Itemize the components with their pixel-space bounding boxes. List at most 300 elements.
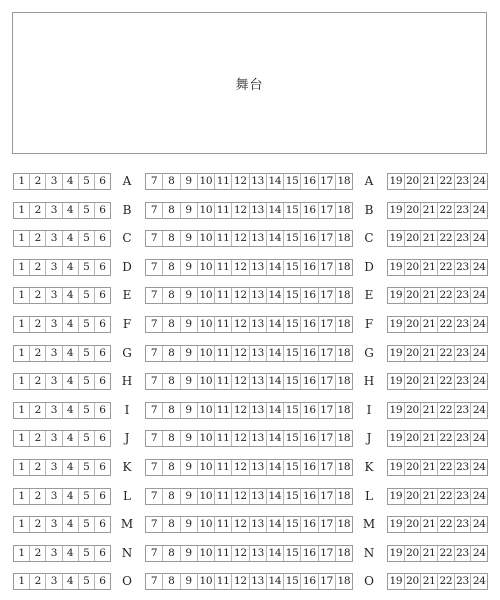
seat[interactable]: 15 xyxy=(284,431,301,446)
seat[interactable]: 24 xyxy=(472,490,486,502)
seat[interactable]: 5 xyxy=(79,489,95,504)
seat[interactable]: 9 xyxy=(181,574,198,589)
seat[interactable]: 3 xyxy=(46,317,62,332)
seat[interactable]: 17 xyxy=(319,203,336,218)
seat[interactable]: 22 xyxy=(438,346,455,361)
seat[interactable]: 8 xyxy=(163,317,180,332)
seat[interactable]: 10 xyxy=(198,574,215,589)
seat[interactable]: 20 xyxy=(405,517,422,532)
seat[interactable]: 8 xyxy=(163,231,180,246)
seat[interactable]: 24 xyxy=(472,261,486,273)
seat[interactable]: 4 xyxy=(63,403,79,418)
seat[interactable]: 6 xyxy=(99,347,106,359)
seat[interactable]: 3 xyxy=(46,203,62,218)
seat[interactable]: 20 xyxy=(405,546,422,561)
seat[interactable]: 1 xyxy=(14,574,30,589)
seat[interactable]: 5 xyxy=(79,346,95,361)
seat[interactable]: 11 xyxy=(215,174,232,189)
seat[interactable]: 14 xyxy=(267,546,284,561)
seat[interactable]: 4 xyxy=(63,231,79,246)
seat[interactable]: 12 xyxy=(232,174,249,189)
seat[interactable]: 20 xyxy=(405,374,422,389)
seat[interactable]: 10 xyxy=(198,231,215,246)
seat[interactable]: 23 xyxy=(455,517,472,532)
seat[interactable]: 17 xyxy=(319,546,336,561)
seat[interactable]: 8 xyxy=(163,374,180,389)
seat[interactable]: 22 xyxy=(438,260,455,275)
seat[interactable]: 13 xyxy=(250,346,267,361)
seat[interactable]: 13 xyxy=(250,546,267,561)
seat[interactable]: 21 xyxy=(421,431,438,446)
seat[interactable]: 11 xyxy=(215,288,232,303)
seat[interactable]: 1 xyxy=(14,374,30,389)
seat[interactable]: 19 xyxy=(388,260,405,275)
seat[interactable]: 16 xyxy=(301,174,318,189)
seat[interactable]: 13 xyxy=(250,203,267,218)
seat[interactable]: 23 xyxy=(455,460,472,475)
seat[interactable]: 18 xyxy=(337,547,351,559)
seat[interactable]: 8 xyxy=(163,174,180,189)
seat[interactable]: 21 xyxy=(421,489,438,504)
seat[interactable]: 18 xyxy=(337,289,351,301)
seat[interactable]: 16 xyxy=(301,203,318,218)
seat[interactable]: 9 xyxy=(181,489,198,504)
seat[interactable]: 2 xyxy=(30,317,46,332)
seat[interactable]: 18 xyxy=(337,404,351,416)
seat[interactable]: 3 xyxy=(46,431,62,446)
seat[interactable]: 1 xyxy=(14,546,30,561)
seat[interactable]: 20 xyxy=(405,317,422,332)
seat[interactable]: 5 xyxy=(79,288,95,303)
seat[interactable]: 4 xyxy=(63,517,79,532)
seat[interactable]: 1 xyxy=(14,431,30,446)
seat[interactable]: 12 xyxy=(232,231,249,246)
seat[interactable]: 22 xyxy=(438,546,455,561)
seat[interactable]: 8 xyxy=(163,203,180,218)
seat[interactable]: 11 xyxy=(215,403,232,418)
seat[interactable]: 22 xyxy=(438,374,455,389)
seat[interactable]: 14 xyxy=(267,374,284,389)
seat[interactable]: 6 xyxy=(99,404,106,416)
seat[interactable]: 23 xyxy=(455,203,472,218)
seat[interactable]: 14 xyxy=(267,489,284,504)
seat[interactable]: 14 xyxy=(267,288,284,303)
seat[interactable]: 10 xyxy=(198,431,215,446)
seat[interactable]: 9 xyxy=(181,174,198,189)
seat[interactable]: 7 xyxy=(146,231,163,246)
seat[interactable]: 1 xyxy=(14,489,30,504)
seat[interactable]: 22 xyxy=(438,403,455,418)
seat[interactable]: 7 xyxy=(146,431,163,446)
seat[interactable]: 10 xyxy=(198,317,215,332)
seat[interactable]: 12 xyxy=(232,260,249,275)
seat[interactable]: 11 xyxy=(215,346,232,361)
seat[interactable]: 18 xyxy=(337,432,351,444)
seat[interactable]: 1 xyxy=(14,403,30,418)
seat[interactable]: 2 xyxy=(30,288,46,303)
seat[interactable]: 19 xyxy=(388,517,405,532)
seat[interactable]: 21 xyxy=(421,403,438,418)
seat[interactable]: 21 xyxy=(421,231,438,246)
seat[interactable]: 12 xyxy=(232,574,249,589)
seat[interactable]: 12 xyxy=(232,431,249,446)
seat[interactable]: 2 xyxy=(30,260,46,275)
seat[interactable]: 6 xyxy=(99,289,106,301)
seat[interactable]: 14 xyxy=(267,260,284,275)
seat[interactable]: 20 xyxy=(405,260,422,275)
seat[interactable]: 16 xyxy=(301,489,318,504)
seat[interactable]: 12 xyxy=(232,288,249,303)
seat[interactable]: 23 xyxy=(455,374,472,389)
seat[interactable]: 22 xyxy=(438,517,455,532)
seat[interactable]: 7 xyxy=(146,460,163,475)
seat[interactable]: 16 xyxy=(301,374,318,389)
seat[interactable]: 20 xyxy=(405,489,422,504)
seat[interactable]: 6 xyxy=(99,204,106,216)
seat[interactable]: 9 xyxy=(181,460,198,475)
seat[interactable]: 2 xyxy=(30,431,46,446)
seat[interactable]: 3 xyxy=(46,403,62,418)
seat[interactable]: 17 xyxy=(319,231,336,246)
seat[interactable]: 8 xyxy=(163,574,180,589)
seat[interactable]: 17 xyxy=(319,431,336,446)
seat[interactable]: 19 xyxy=(388,346,405,361)
seat[interactable]: 20 xyxy=(405,574,422,589)
seat[interactable]: 14 xyxy=(267,574,284,589)
seat[interactable]: 22 xyxy=(438,489,455,504)
seat[interactable]: 4 xyxy=(63,460,79,475)
seat[interactable]: 20 xyxy=(405,346,422,361)
seat[interactable]: 17 xyxy=(319,317,336,332)
seat[interactable]: 12 xyxy=(232,489,249,504)
seat[interactable]: 6 xyxy=(99,490,106,502)
seat[interactable]: 18 xyxy=(337,347,351,359)
seat[interactable]: 13 xyxy=(250,174,267,189)
seat[interactable]: 21 xyxy=(421,288,438,303)
seat[interactable]: 9 xyxy=(181,231,198,246)
seat[interactable]: 18 xyxy=(337,204,351,216)
seat[interactable]: 3 xyxy=(46,174,62,189)
seat[interactable]: 9 xyxy=(181,317,198,332)
seat[interactable]: 13 xyxy=(250,260,267,275)
seat[interactable]: 24 xyxy=(472,575,486,587)
seat[interactable]: 18 xyxy=(337,490,351,502)
seat[interactable]: 3 xyxy=(46,346,62,361)
seat[interactable]: 4 xyxy=(63,574,79,589)
seat[interactable]: 14 xyxy=(267,403,284,418)
seat[interactable]: 9 xyxy=(181,374,198,389)
seat[interactable]: 10 xyxy=(198,517,215,532)
seat[interactable]: 16 xyxy=(301,288,318,303)
seat[interactable]: 24 xyxy=(472,318,486,330)
seat[interactable]: 4 xyxy=(63,489,79,504)
seat[interactable]: 2 xyxy=(30,403,46,418)
seat[interactable]: 19 xyxy=(388,174,405,189)
seat[interactable]: 24 xyxy=(472,347,486,359)
seat[interactable]: 2 xyxy=(30,231,46,246)
seat[interactable]: 11 xyxy=(215,574,232,589)
seat[interactable]: 22 xyxy=(438,231,455,246)
seat[interactable]: 2 xyxy=(30,203,46,218)
seat[interactable]: 17 xyxy=(319,403,336,418)
seat[interactable]: 13 xyxy=(250,431,267,446)
seat[interactable]: 5 xyxy=(79,546,95,561)
seat[interactable]: 13 xyxy=(250,460,267,475)
seat[interactable]: 12 xyxy=(232,317,249,332)
seat[interactable]: 7 xyxy=(146,403,163,418)
seat[interactable]: 22 xyxy=(438,317,455,332)
seat[interactable]: 6 xyxy=(99,518,106,530)
seat[interactable]: 21 xyxy=(421,203,438,218)
seat[interactable]: 3 xyxy=(46,231,62,246)
seat[interactable]: 10 xyxy=(198,203,215,218)
seat[interactable]: 24 xyxy=(472,404,486,416)
seat[interactable]: 20 xyxy=(405,460,422,475)
seat[interactable]: 16 xyxy=(301,317,318,332)
seat[interactable]: 12 xyxy=(232,346,249,361)
seat[interactable]: 21 xyxy=(421,546,438,561)
seat[interactable]: 18 xyxy=(337,575,351,587)
seat[interactable]: 3 xyxy=(46,374,62,389)
seat[interactable]: 4 xyxy=(63,546,79,561)
seat[interactable]: 15 xyxy=(284,203,301,218)
seat[interactable]: 17 xyxy=(319,489,336,504)
seat[interactable]: 11 xyxy=(215,517,232,532)
seat[interactable]: 17 xyxy=(319,374,336,389)
seat[interactable]: 22 xyxy=(438,460,455,475)
seat[interactable]: 7 xyxy=(146,317,163,332)
seat[interactable]: 5 xyxy=(79,374,95,389)
seat[interactable]: 6 xyxy=(99,461,106,473)
seat[interactable]: 5 xyxy=(79,403,95,418)
seat[interactable]: 1 xyxy=(14,317,30,332)
seat[interactable]: 12 xyxy=(232,203,249,218)
seat[interactable]: 3 xyxy=(46,460,62,475)
seat[interactable]: 7 xyxy=(146,374,163,389)
seat[interactable]: 7 xyxy=(146,288,163,303)
seat[interactable]: 21 xyxy=(421,317,438,332)
seat[interactable]: 7 xyxy=(146,517,163,532)
seat[interactable]: 14 xyxy=(267,317,284,332)
seat[interactable]: 11 xyxy=(215,203,232,218)
seat[interactable]: 15 xyxy=(284,288,301,303)
seat[interactable]: 24 xyxy=(472,432,486,444)
seat[interactable]: 2 xyxy=(30,174,46,189)
seat[interactable]: 15 xyxy=(284,174,301,189)
seat[interactable]: 9 xyxy=(181,260,198,275)
seat[interactable]: 19 xyxy=(388,574,405,589)
seat[interactable]: 8 xyxy=(163,489,180,504)
seat[interactable]: 6 xyxy=(99,261,106,273)
seat[interactable]: 1 xyxy=(14,517,30,532)
seat[interactable]: 9 xyxy=(181,346,198,361)
seat[interactable]: 7 xyxy=(146,174,163,189)
seat[interactable]: 14 xyxy=(267,203,284,218)
seat[interactable]: 16 xyxy=(301,574,318,589)
seat[interactable]: 3 xyxy=(46,288,62,303)
seat[interactable]: 22 xyxy=(438,203,455,218)
seat[interactable]: 17 xyxy=(319,574,336,589)
seat[interactable]: 13 xyxy=(250,317,267,332)
seat[interactable]: 16 xyxy=(301,260,318,275)
seat[interactable]: 4 xyxy=(63,174,79,189)
seat[interactable]: 23 xyxy=(455,546,472,561)
seat[interactable]: 11 xyxy=(215,317,232,332)
seat[interactable]: 23 xyxy=(455,403,472,418)
seat[interactable]: 12 xyxy=(232,403,249,418)
seat[interactable]: 15 xyxy=(284,231,301,246)
seat[interactable]: 3 xyxy=(46,574,62,589)
seat[interactable]: 4 xyxy=(63,374,79,389)
seat[interactable]: 19 xyxy=(388,403,405,418)
seat[interactable]: 15 xyxy=(284,260,301,275)
seat[interactable]: 15 xyxy=(284,489,301,504)
seat[interactable]: 11 xyxy=(215,489,232,504)
seat[interactable]: 6 xyxy=(99,547,106,559)
seat[interactable]: 3 xyxy=(46,260,62,275)
seat[interactable]: 8 xyxy=(163,288,180,303)
seat[interactable]: 18 xyxy=(337,318,351,330)
seat[interactable]: 17 xyxy=(319,346,336,361)
seat[interactable]: 4 xyxy=(63,431,79,446)
seat[interactable]: 10 xyxy=(198,260,215,275)
seat[interactable]: 11 xyxy=(215,231,232,246)
seat[interactable]: 13 xyxy=(250,517,267,532)
seat[interactable]: 10 xyxy=(198,546,215,561)
seat[interactable]: 22 xyxy=(438,574,455,589)
seat[interactable]: 14 xyxy=(267,431,284,446)
seat[interactable]: 24 xyxy=(472,547,486,559)
seat[interactable]: 18 xyxy=(337,261,351,273)
seat[interactable]: 18 xyxy=(337,232,351,244)
seat[interactable]: 4 xyxy=(63,260,79,275)
seat[interactable]: 21 xyxy=(421,460,438,475)
seat[interactable]: 8 xyxy=(163,517,180,532)
seat[interactable]: 19 xyxy=(388,546,405,561)
seat[interactable]: 6 xyxy=(99,375,106,387)
seat[interactable]: 24 xyxy=(472,375,486,387)
seat[interactable]: 19 xyxy=(388,317,405,332)
seat[interactable]: 5 xyxy=(79,574,95,589)
seat[interactable]: 4 xyxy=(63,288,79,303)
seat[interactable]: 5 xyxy=(79,203,95,218)
seat[interactable]: 8 xyxy=(163,260,180,275)
seat[interactable]: 10 xyxy=(198,288,215,303)
seat[interactable]: 7 xyxy=(146,260,163,275)
seat[interactable]: 11 xyxy=(215,460,232,475)
seat[interactable]: 5 xyxy=(79,174,95,189)
seat[interactable]: 14 xyxy=(267,460,284,475)
seat[interactable]: 12 xyxy=(232,460,249,475)
seat[interactable]: 23 xyxy=(455,288,472,303)
seat[interactable]: 4 xyxy=(63,203,79,218)
seat[interactable]: 10 xyxy=(198,403,215,418)
seat[interactable]: 22 xyxy=(438,174,455,189)
seat[interactable]: 12 xyxy=(232,546,249,561)
seat[interactable]: 20 xyxy=(405,231,422,246)
seat[interactable]: 11 xyxy=(215,431,232,446)
seat[interactable]: 17 xyxy=(319,260,336,275)
seat[interactable]: 12 xyxy=(232,517,249,532)
seat[interactable]: 21 xyxy=(421,517,438,532)
seat[interactable]: 21 xyxy=(421,346,438,361)
seat[interactable]: 10 xyxy=(198,174,215,189)
seat[interactable]: 5 xyxy=(79,317,95,332)
seat[interactable]: 24 xyxy=(472,175,486,187)
seat[interactable]: 15 xyxy=(284,346,301,361)
seat[interactable]: 19 xyxy=(388,203,405,218)
seat[interactable]: 20 xyxy=(405,403,422,418)
seat[interactable]: 21 xyxy=(421,374,438,389)
seat[interactable]: 9 xyxy=(181,546,198,561)
seat[interactable]: 17 xyxy=(319,288,336,303)
seat[interactable]: 5 xyxy=(79,517,95,532)
seat[interactable]: 15 xyxy=(284,460,301,475)
seat[interactable]: 23 xyxy=(455,231,472,246)
seat[interactable]: 2 xyxy=(30,460,46,475)
seat[interactable]: 15 xyxy=(284,317,301,332)
seat[interactable]: 3 xyxy=(46,546,62,561)
seat[interactable]: 18 xyxy=(337,175,351,187)
seat[interactable]: 10 xyxy=(198,460,215,475)
seat[interactable]: 11 xyxy=(215,260,232,275)
seat[interactable]: 8 xyxy=(163,460,180,475)
seat[interactable]: 6 xyxy=(99,432,106,444)
seat[interactable]: 7 xyxy=(146,489,163,504)
seat[interactable]: 6 xyxy=(99,232,106,244)
seat[interactable]: 20 xyxy=(405,203,422,218)
seat[interactable]: 15 xyxy=(284,546,301,561)
seat[interactable]: 3 xyxy=(46,489,62,504)
seat[interactable]: 8 xyxy=(163,403,180,418)
seat[interactable]: 13 xyxy=(250,231,267,246)
seat[interactable]: 24 xyxy=(472,461,486,473)
seat[interactable]: 24 xyxy=(472,204,486,216)
seat[interactable]: 13 xyxy=(250,574,267,589)
seat[interactable]: 24 xyxy=(472,518,486,530)
seat[interactable]: 19 xyxy=(388,489,405,504)
seat[interactable]: 3 xyxy=(46,517,62,532)
seat[interactable]: 17 xyxy=(319,174,336,189)
seat[interactable]: 14 xyxy=(267,231,284,246)
seat[interactable]: 19 xyxy=(388,431,405,446)
seat[interactable]: 1 xyxy=(14,174,30,189)
seat[interactable]: 2 xyxy=(30,546,46,561)
seat[interactable]: 15 xyxy=(284,374,301,389)
seat[interactable]: 12 xyxy=(232,374,249,389)
seat[interactable]: 16 xyxy=(301,431,318,446)
seat[interactable]: 1 xyxy=(14,460,30,475)
seat[interactable]: 2 xyxy=(30,574,46,589)
seat[interactable]: 4 xyxy=(63,346,79,361)
seat[interactable]: 24 xyxy=(472,289,486,301)
seat[interactable]: 23 xyxy=(455,317,472,332)
seat[interactable]: 9 xyxy=(181,517,198,532)
seat[interactable]: 9 xyxy=(181,403,198,418)
seat[interactable]: 19 xyxy=(388,288,405,303)
seat[interactable]: 24 xyxy=(472,232,486,244)
seat[interactable]: 6 xyxy=(99,318,106,330)
seat[interactable]: 21 xyxy=(421,574,438,589)
seat[interactable]: 2 xyxy=(30,346,46,361)
seat[interactable]: 2 xyxy=(30,489,46,504)
seat[interactable]: 20 xyxy=(405,174,422,189)
seat[interactable]: 14 xyxy=(267,346,284,361)
seat[interactable]: 9 xyxy=(181,431,198,446)
seat[interactable]: 7 xyxy=(146,203,163,218)
seat[interactable]: 23 xyxy=(455,346,472,361)
seat[interactable]: 1 xyxy=(14,346,30,361)
